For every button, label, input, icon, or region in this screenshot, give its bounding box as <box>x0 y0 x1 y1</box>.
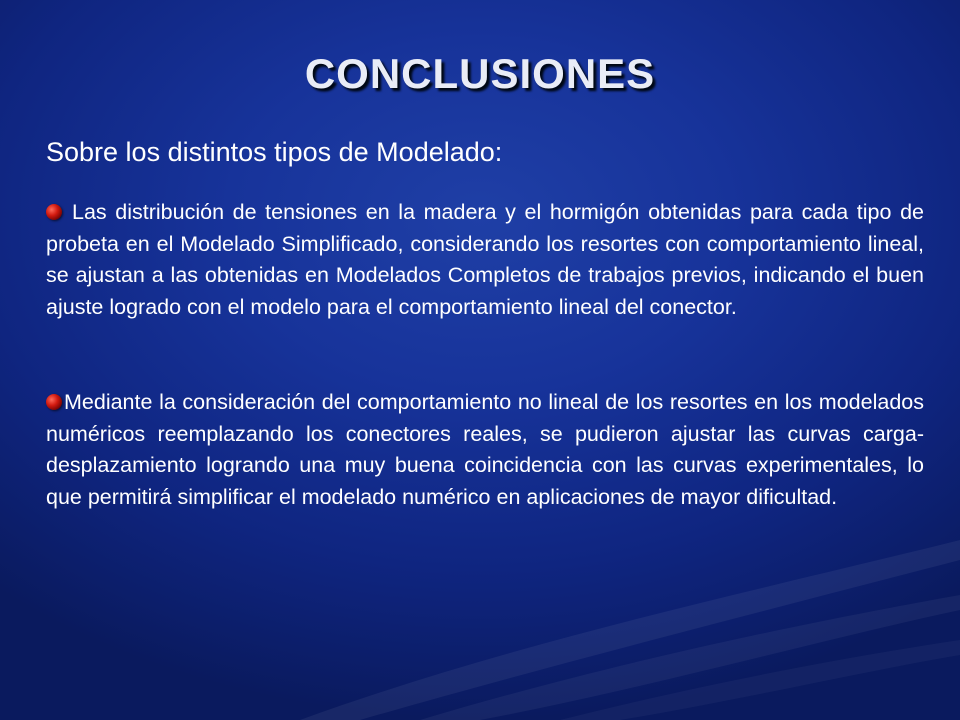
paragraph-text-1: Las distribución de tensiones en la madera y el hormigón obtenidas para cada tipo de probeta en el Modelado Simplificado, considerando los resortes con comportamiento lineal, se ajustan a las obtenidas en Modelados Completos de trabajos previos, indicando el buen ajuste logrado con el modelo para el comportamiento lineal del conector. <box>46 200 924 319</box>
slide-subtitle: Sobre los distintos tipos de Modelado: <box>46 137 503 167</box>
bullet-paragraph-2 <box>46 387 924 513</box>
paragraph-text-2: Mediante la consideración del comportamiento no lineal de los resortes en los modelados numéricos reemplazando los conectores reales, se pudieron ajustar las curvas carga-desplazamiento logrando una muy buena coincidencia con las curvas experimentales, lo que permitirá simplificar el modelado numérico en aplicaciones de mayor dificultad. <box>46 390 924 509</box>
red-bullet-icon <box>46 394 62 410</box>
bullet-paragraph-1 <box>46 197 924 323</box>
red-bullet-icon <box>46 204 62 220</box>
slide-title: CONCLUSIONES <box>304 50 656 97</box>
